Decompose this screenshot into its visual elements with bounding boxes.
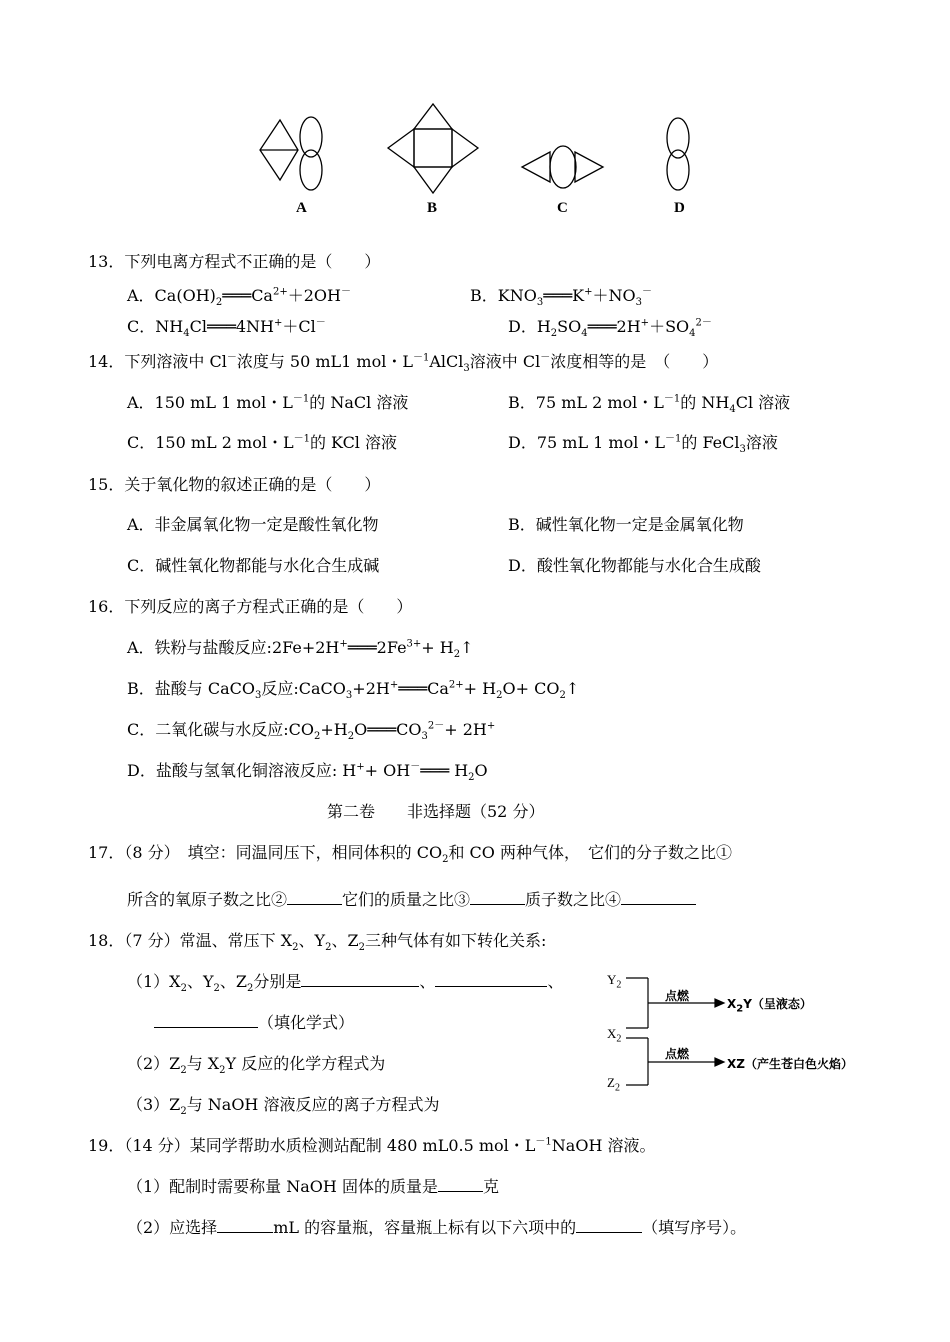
question-18-part-1-cont: （填化学式） — [154, 1010, 354, 1033]
shape-a-ellipse-bottom — [300, 150, 322, 190]
shape-b-triangle-right — [452, 129, 478, 167]
question-16-option-b: B．盐酸与 CaCO$_3$反应$:CaCO_3+2H^+═══Ca^{2+}+ H_2O+$ $CO_2↑$ — [127, 679, 580, 702]
question-16-stem: 16．下列反应的离子方程式正确的是（ ） — [88, 597, 413, 616]
equals-sign: ═══ — [222, 286, 252, 305]
question-13-option-a: A．$Ca(OH)_2═══Ca^{2+}+2OH^-$ — [127, 286, 351, 309]
question-14-option-a: A．150 mL 1 mol・$L^{-1}$的 NaCl 溶液 — [127, 393, 409, 412]
answer-blank-3[interactable] — [470, 888, 525, 905]
question-16-option-a: A．铁粉与盐酸反应$:2Fe+2H^+═══2Fe^{3+}+$ $H_2↑$ — [127, 638, 474, 661]
answer-blank-2[interactable] — [287, 888, 342, 905]
diagram-product-1: $X_2Y$（呈液态） — [727, 997, 812, 1015]
equals-sign: ═══ — [347, 638, 377, 657]
question-18-stem: 18．（7 分）常温、常压下 $X_2$、$Y_2$、$Z_2$三种气体有如下转化关系: — [88, 931, 547, 954]
question-17-line-1: 17．（8 分） 填空：同温同压下，相同体积的 $CO_2$和 CO 两种气体， 它们的分子数之比① — [88, 843, 732, 866]
diagram-x2-label: $X_2$ — [607, 1026, 622, 1045]
question-16-option-c: C．二氧化碳与水反应$:CO_2+H_2O═══CO_3^{2-}+ 2H^+$ — [127, 720, 496, 743]
answer-blank-4[interactable] — [621, 888, 696, 905]
shape-c-triangle-right — [575, 152, 603, 182]
answer-blank-items[interactable] — [576, 1216, 642, 1233]
diagram-ignite-label-1: 点燃 — [665, 989, 690, 1003]
shape-c-ellipse — [550, 146, 576, 188]
question-17-line-2: 所含的氧原子数之比② 它们的质量之比③ 质子数之比④ — [127, 887, 696, 910]
diagram-ignite-label-2: 点燃 — [665, 1047, 690, 1061]
question-16-option-d: D．盐酸与氢氧化铜溶液反应: H++ OH－═══ $H_2O$ — [127, 761, 488, 784]
shape-b-triangle-left — [388, 129, 414, 167]
section-2-title: 第二卷 非选择题（52 分） — [327, 802, 545, 821]
equals-sign: ═══ — [398, 679, 428, 698]
question-13-option-b: B．$KNO_3═══K^++NO_3^-$ — [470, 286, 652, 309]
equals-sign: ═══ — [367, 720, 397, 739]
question-19-part-2: （2）应选择 mL 的容量瓶，容量瓶上标有以下六项中的 （填写序号）。 — [127, 1218, 747, 1237]
shape-a-ellipse-top — [300, 117, 322, 157]
equals-sign: ═══ — [543, 286, 573, 305]
answer-blank-volume[interactable] — [217, 1216, 273, 1233]
figure-label-b: B — [427, 200, 438, 216]
question-18-part-2: $(2)Z_2$与 $X_2Y$ 反应的化学方程式为 — [127, 1054, 386, 1077]
question-15-option-d: D．酸性氧化物都能与水化合生成酸 — [508, 556, 761, 575]
shape-d-ellipse-top — [667, 118, 689, 158]
question-14-option-b: B．75 mL 2 mol・$L^{-1}$的 $NH_4Cl$ 溶液 — [508, 393, 791, 416]
diagram-y2-label: $Y_2$ — [607, 972, 622, 991]
shape-b-square — [414, 129, 452, 167]
figure-label-c: C — [557, 200, 568, 216]
question-15-option-c: C．碱性氧化物都能与水化合生成碱 — [127, 556, 380, 575]
shape-b-triangle-top — [414, 104, 452, 129]
answer-blank-mass[interactable] — [438, 1175, 483, 1192]
question-15-option-b: B．碱性氧化物一定是金属氧化物 — [508, 515, 744, 534]
question-18-part-1: $(1)X_2$、$Y_2$、$Z_2$分别是 、 、 — [127, 972, 564, 995]
figure-label-a: A — [296, 200, 307, 216]
shape-c-triangle-left — [522, 152, 550, 182]
question-13-option-d: D．$H_2SO_4═══2H^++SO_4^{2-}$ — [508, 317, 712, 340]
question-15-stem: 15．关于氧化物的叙述正确的是（ ） — [88, 475, 381, 494]
molecule-shapes-figure — [0, 0, 950, 230]
answer-blank-z2[interactable] — [154, 1011, 258, 1028]
question-13-stem: 13．下列电离方程式不正确的是（ ） — [88, 252, 381, 271]
equals-sign: ═══ — [587, 317, 617, 336]
question-14-option-c: C．150 mL 2 mol・$L^{-1}$的 KCl 溶液 — [127, 433, 398, 452]
question-14-option-d: D．75 mL 1 mol・$L^{-1}$的 FeCl$_3$溶液 — [508, 433, 778, 456]
question-19-part-1: （1）配制时需要称量 NaOH 固体的质量是 克 — [127, 1177, 499, 1196]
shape-d-ellipse-bottom — [667, 150, 689, 190]
shape-b-triangle-bottom — [414, 167, 452, 193]
figure-label-d: D — [674, 200, 685, 216]
question-13-option-c: C．$NH_4Cl═══4NH^++Cl^-$ — [127, 317, 326, 340]
reaction-diagram — [600, 965, 900, 1100]
diagram-product-2: XZ（产生苍白色火焰） — [727, 1057, 853, 1071]
diagram-z2-label: $Z_2$ — [607, 1075, 620, 1094]
answer-blank-y2[interactable] — [435, 970, 547, 987]
equals-sign: ═══ — [206, 317, 236, 336]
question-19-stem: 19．（14 分）某同学帮助水质检测站配制 480 mL0.5 mol・$L^{-1}NaOH$ 溶液。 — [88, 1136, 656, 1155]
question-18-part-3: $(3)Z_2$与 NaOH 溶液反应的离子方程式为 — [127, 1095, 440, 1118]
answer-blank-x2[interactable] — [301, 970, 419, 987]
question-15-option-a: A．非金属氧化物一定是酸性氧化物 — [127, 515, 379, 534]
question-14-stem: 14．下列溶液中 Cl－浓度与 50 mL1 mol・$L^{-1}AlCl_3$溶液中 Cl－浓度相等的是 （ ） — [88, 352, 719, 375]
equals-sign: ═══ — [420, 761, 450, 780]
